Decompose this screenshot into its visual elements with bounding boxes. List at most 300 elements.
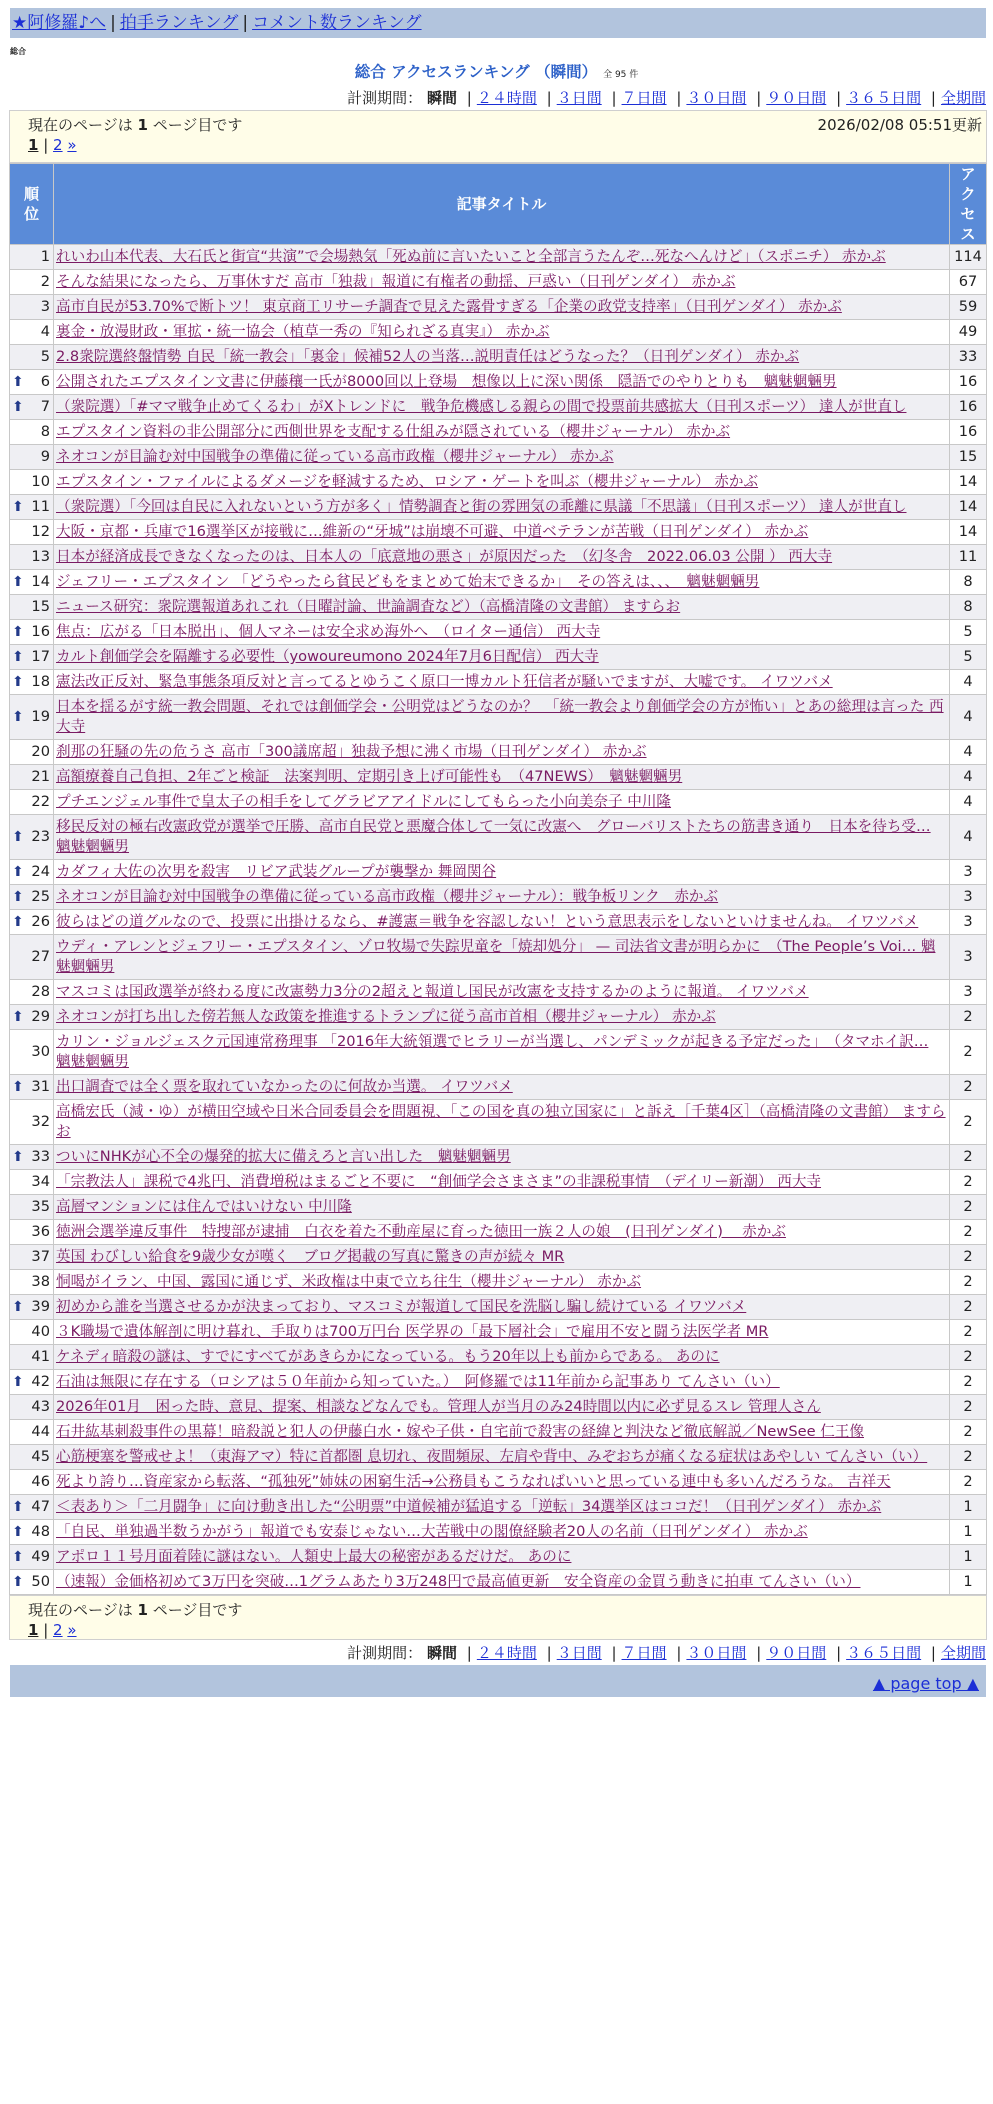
article-title-link[interactable]: ニュース研究：衆院選報道あれこれ（日曜討論、世論調査など）（高橋清隆の文書館） ますらお: [56, 598, 681, 615]
access-count: 8: [950, 595, 987, 620]
rank-up-arrow-icon: ⬆: [12, 1574, 24, 1590]
rank-up-arrow-icon: ⬆: [12, 1079, 24, 1095]
period-30d-link[interactable]: ３０日間: [686, 1644, 747, 1662]
table-row: [10, 420, 987, 445]
access-count: 2: [950, 1245, 987, 1270]
table-row: [10, 1420, 987, 1445]
rank-cell: [10, 1545, 54, 1570]
table-row: [10, 520, 987, 545]
title-cell: [54, 885, 950, 910]
table-row: [10, 935, 987, 980]
article-title-link[interactable]: 初めから誰を当選させるかが決まっており、マスコミが報道して国民を洗脳し騙し続けている イワツバメ: [56, 1298, 747, 1315]
article-title-link[interactable]: マスコミは国政選挙が終わる度に改憲勢力3分の2超えと報道し国民が改憲を支持するかのように報道。 イワツバメ: [56, 983, 809, 1000]
rank-cell: [10, 520, 54, 545]
pager-current: 1: [28, 1621, 39, 1639]
rank-cell: [10, 345, 54, 370]
access-count: 2: [950, 1320, 987, 1345]
access-count: 2: [950, 1395, 987, 1420]
article-title-link[interactable]: ネオコンが目論む対中国戦争の準備に従っている高市政権（櫻井ジャーナル） 赤かぶ: [56, 448, 614, 465]
rank-cell: [10, 1145, 54, 1170]
rank-number: 50: [31, 1573, 50, 1590]
rank-number: 16: [31, 623, 50, 640]
title-cell: [54, 445, 950, 470]
rank-number: 11: [31, 498, 50, 515]
rank-cell: [10, 620, 54, 645]
access-count: 2: [950, 1030, 987, 1075]
rank-up-arrow-icon: ⬆: [12, 1374, 24, 1390]
category-label: 総合: [10, 47, 26, 56]
pager-bottom: 1 | 2 »: [28, 1621, 77, 1639]
period-365d-link[interactable]: ３６５日間: [846, 1644, 922, 1662]
table-row: [10, 1195, 987, 1220]
article-title-link[interactable]: （衆院選）「#ママ戦争止めてくるわ」がXトレンドに 戦争危機感しる親らの間で投票前共感拡大（日刊スポーツ） 達人が世直し: [56, 398, 907, 415]
period-3d-link[interactable]: ３日間: [556, 1644, 602, 1662]
article-title-link[interactable]: 高層マンションには住んではいけない 中川隆: [56, 1198, 352, 1215]
page-info-suffix: ページ目です: [152, 116, 243, 134]
title-cell: [54, 1170, 950, 1195]
article-title-link[interactable]: 焦点：広がる「日本脱出」、個人マネーは安全求め海外へ （ロイター通信） 西大寺: [56, 623, 601, 640]
rank-cell: [10, 1030, 54, 1075]
rank-cell: [10, 495, 54, 520]
rank-number: 20: [31, 743, 50, 760]
table-row: [10, 1100, 987, 1145]
title-cell: [54, 1005, 950, 1030]
article-title-link[interactable]: 高橋宏氏（減・ゆ）が横田空域や日米合同委員会を問題視、「この国を真の独立国家に」と訴え［千葉4区］（高橋清隆の文書館） ますらお: [56, 1103, 946, 1140]
title-cell: [54, 1495, 950, 1520]
pager-next-link[interactable]: »: [67, 1621, 77, 1639]
title-cell: [54, 1195, 950, 1220]
period-24h-link[interactable]: ２４時間: [476, 89, 537, 107]
rank-up-arrow-icon: ⬆: [12, 864, 24, 880]
rank-up-arrow-icon: ⬆: [12, 499, 24, 515]
access-count: 1: [950, 1545, 987, 1570]
rank-number: 22: [31, 793, 50, 810]
table-row: [10, 1470, 987, 1495]
nav-separator: |: [110, 13, 116, 33]
table-row: [10, 1030, 987, 1075]
article-title-link[interactable]: 英国 わびしい給食を9歳少女が嘆く ブログ掲載の写真に驚きの声が続々 MR: [56, 1248, 565, 1265]
table-row: [10, 1395, 987, 1420]
article-title-link[interactable]: ネオコンが打ち出した傍若無人な政策を推進するトランプに従う高市首相（櫻井ジャーナル） 赤かぶ: [56, 1008, 716, 1025]
clap-ranking-link[interactable]: 拍手ランキング: [119, 13, 239, 33]
period-current: 瞬間: [426, 1644, 457, 1662]
table-row: [10, 670, 987, 695]
table-row: [10, 570, 987, 595]
rank-number: 46: [31, 1473, 50, 1490]
table-row: [10, 885, 987, 910]
rank-cell: [10, 595, 54, 620]
article-title-link[interactable]: 恫喝がイラン、中国、露国に通じず、米政権は中東で立ち往生（櫻井ジャーナル） 赤かぶ: [56, 1273, 642, 1290]
table-row: [10, 1370, 987, 1395]
article-title-link[interactable]: 大阪・京都・兵庫で16選挙区が接戦に…維新の“牙城”は崩壊不可避、中道ベテランが苦戦（日刊ゲンダイ） 赤かぶ: [56, 523, 809, 540]
rank-number: 38: [31, 1273, 50, 1290]
rank-cell: [10, 1520, 54, 1545]
rank-cell: [10, 860, 54, 885]
title-cell: [54, 1445, 950, 1470]
access-count: 3: [950, 980, 987, 1005]
pager-page-2-link[interactable]: 2: [53, 1621, 63, 1639]
table-row: [10, 765, 987, 790]
access-count: 16: [950, 395, 987, 420]
table-row: [10, 740, 987, 765]
rank-up-arrow-icon: ⬆: [12, 649, 24, 665]
article-title-link[interactable]: アポロ１１号月面着陸に謎はない。人類史上最大の秘密があるだけだ。 あのに: [56, 1548, 572, 1565]
access-count: 2: [950, 1005, 987, 1030]
rank-cell: [10, 1395, 54, 1420]
period-3d-link[interactable]: ３日間: [556, 89, 602, 107]
rank-number: 2: [40, 273, 50, 290]
period-90d-link[interactable]: ９０日間: [766, 89, 827, 107]
access-count: 4: [950, 790, 987, 815]
title-cell: [54, 620, 950, 645]
period-30d-link[interactable]: ３０日間: [686, 89, 747, 107]
rank-cell: [10, 1245, 54, 1270]
rank-number: 45: [31, 1448, 50, 1465]
table-row: [10, 1270, 987, 1295]
title-cell: [54, 345, 950, 370]
rank-cell: [10, 320, 54, 345]
rank-up-arrow-icon: ⬆: [12, 709, 24, 725]
article-title-link[interactable]: ウディ・アレンとジェフリー・エプスタイン、ゾロ牧場で失踪児童を「焼却処分」 — 司法省文書が明らかに （The People’s Voi… 魑魅魍魎男: [56, 938, 936, 975]
title-cell: [54, 270, 950, 295]
title-cell: [54, 520, 950, 545]
page-top-link[interactable]: ▲ page top ▲: [872, 1674, 979, 1693]
article-title-link[interactable]: そんな結果になったら、万事休すだ 高市「独裁」報道に有権者の動揺、戸惑い（日刊ゲンダイ） 赤かぶ: [56, 273, 736, 290]
rank-cell: [10, 1220, 54, 1245]
rank-cell: [10, 1470, 54, 1495]
title-cell: [54, 1395, 950, 1420]
access-count: 15: [950, 445, 987, 470]
title-cell: [54, 1245, 950, 1270]
access-count: 3: [950, 885, 987, 910]
title-cell: [54, 670, 950, 695]
article-title-link[interactable]: ネオコンが目論む対中国戦争の準備に従っている高市政権（櫻井ジャーナル）：戦争板リンク 赤かぶ: [56, 888, 719, 905]
rank-cell: [10, 645, 54, 670]
rank-number: 3: [40, 298, 50, 315]
rank-number: 12: [31, 523, 50, 540]
access-count: 2: [950, 1420, 987, 1445]
article-title-link[interactable]: カリン・ジョルジェスク元国連常務理事 「2016年大統領選でヒラリーが当選し、パンデミックが起きる予定だった」 （タマホイ訳… 魑魅魍魎男: [56, 1033, 929, 1070]
header-title: 記事タイトル: [54, 164, 950, 245]
rank-cell: [10, 885, 54, 910]
page-info-prefix: 現在のページは: [28, 116, 133, 134]
table-row: [10, 1245, 987, 1270]
period-all-link[interactable]: 全期間: [940, 1644, 986, 1662]
title-cell: [54, 1520, 950, 1545]
period-label: 計測期間：: [347, 89, 423, 107]
page-info-prefix: 現在のページは: [28, 1601, 133, 1619]
ranking-table-body: [10, 245, 987, 1595]
article-title-link[interactable]: ケネディ暗殺の謎は、すでにすべてがあきらかになっている。もう20年以上も前からである。 あのに: [56, 1348, 720, 1365]
rank-up-arrow-icon: ⬆: [12, 1549, 24, 1565]
title-cell: [54, 695, 950, 740]
title-cell: [54, 1320, 950, 1345]
access-count: 2: [950, 1145, 987, 1170]
title-cell: [54, 595, 950, 620]
rank-cell: [10, 815, 54, 860]
table-row: [10, 980, 987, 1005]
table-row: [10, 620, 987, 645]
rank-number: 14: [31, 573, 50, 590]
rank-number: 43: [31, 1398, 50, 1415]
rank-up-arrow-icon: ⬆: [12, 574, 24, 590]
access-count: 14: [950, 520, 987, 545]
title-cell: [54, 1570, 950, 1595]
article-title-link[interactable]: ジェフリー・エプスタイン 「どうやったら貧民どもをまとめて始末できるか」 その答えは、、、 魑魅魍魎男: [56, 573, 760, 590]
article-title-link[interactable]: ３K職場で遺体解剖に明け暮れ、手取りは700万円台 医学界の「最下層社会」で雇用不安と闘う法医学者 MR: [56, 1323, 769, 1340]
article-title-link[interactable]: 「宗教法人」課税で4兆円、消費増税はまるごと不要に “創価学会さまさま”の非課税事情 （デイリー新潮） 西大寺: [56, 1173, 822, 1190]
access-count: 4: [950, 740, 987, 765]
title-cell: [54, 815, 950, 860]
access-count: 2: [950, 1100, 987, 1145]
title-cell: [54, 1100, 950, 1145]
access-count: 67: [950, 270, 987, 295]
page-info: [28, 1599, 242, 1620]
page-title-text: 総合 アクセスランキング （瞬間）: [354, 63, 598, 81]
article-title-link[interactable]: 刹那の狂騒の先の危うさ 高市「300議席超」独裁予想に沸く市場（日刊ゲンダイ） 赤かぶ: [56, 743, 647, 760]
title-cell: [54, 1420, 950, 1445]
rank-number: 27: [31, 948, 50, 965]
rank-number: 39: [31, 1298, 50, 1315]
access-count: 2: [950, 1075, 987, 1100]
pager-page-2-link[interactable]: 2: [53, 136, 63, 154]
period-7d-link[interactable]: ７日間: [621, 1644, 667, 1662]
table-row: [10, 1295, 987, 1320]
article-title-link[interactable]: （衆院選）「今回は自民に入れないという方が多く」情勢調査と街の雰囲気の乖離に県議「不思議」（日刊スポーツ） 達人が世直し: [56, 498, 907, 515]
access-count: 2: [950, 1220, 987, 1245]
updated-timestamp: 2026/02/08 05:51更新: [817, 116, 982, 134]
comment-ranking-link[interactable]: コメント数ランキング: [252, 13, 422, 33]
rank-cell: [10, 1195, 54, 1220]
title-cell: [54, 395, 950, 420]
page-info-suffix: ページ目です: [152, 1601, 243, 1619]
access-count: 2: [950, 1370, 987, 1395]
title-cell: [54, 1295, 950, 1320]
header-rank: 順位: [10, 164, 54, 245]
access-count: 1: [950, 1495, 987, 1520]
pager-current: 1: [28, 136, 39, 154]
rank-number: 34: [31, 1173, 50, 1190]
table-row: [10, 1220, 987, 1245]
rank-number: 40: [31, 1323, 50, 1340]
table-row: [10, 1520, 987, 1545]
rank-cell: [10, 445, 54, 470]
title-cell: [54, 370, 950, 395]
article-title-link[interactable]: 高市自民が53.70%で断トツ！ 東京商工リサーチ調査で見えた露骨すぎる「企業の政党支持率」（日刊ゲンダイ） 赤かぶ: [56, 298, 842, 315]
rank-cell: [10, 1495, 54, 1520]
rank-number: 26: [31, 913, 50, 930]
rank-number: 44: [31, 1423, 50, 1440]
access-count: 4: [950, 815, 987, 860]
rank-up-arrow-icon: ⬆: [12, 1299, 24, 1315]
table-row: [10, 695, 987, 740]
rank-number: 10: [31, 473, 50, 490]
article-title-link[interactable]: れいわ山本代表、大石氏と街宣“共演”で会場熱気「死ぬ前に言いたいこと全部言うたんぞ…死なへんけど」（スポニチ） 赤かぶ: [56, 248, 886, 265]
article-title-link[interactable]: 憲法改正反対、緊急事態条項反対と言ってるとゆうこく原口一博カルト狂信者が騒いでますが、大嘘です。 イワツバメ: [56, 673, 833, 690]
article-title-link[interactable]: 裏金・放漫財政・軍拡・統一協会（植草一秀の『知られざる真実』） 赤かぶ: [56, 323, 550, 340]
table-row: [10, 1145, 987, 1170]
period-selector-bottom: 計測期間： 瞬間 | ２４時間 | ３日間 | ７日間 | ３０日間 | ９０日間 | ３６５日間 | 全期間: [347, 1644, 986, 1662]
rank-number: 47: [31, 1498, 50, 1515]
article-title-link[interactable]: ＜表あり＞「二月闘争」に向け動き出した“公明票”中道候補が猛追する「逆転」34選挙区はココだ！（日刊ゲンダイ） 赤かぶ: [56, 1498, 882, 1515]
table-row: [10, 320, 987, 345]
title-cell: [54, 1145, 950, 1170]
rank-number: 31: [31, 1078, 50, 1095]
access-count: 14: [950, 470, 987, 495]
rank-cell: [10, 1295, 54, 1320]
table-row: [10, 595, 987, 620]
rank-number: 21: [31, 768, 50, 785]
rank-up-arrow-icon: ⬆: [12, 1524, 24, 1540]
rank-number: 35: [31, 1198, 50, 1215]
table-row: [10, 1170, 987, 1195]
rank-up-arrow-icon: ⬆: [12, 829, 24, 845]
article-title-link[interactable]: 死より誇り…資産家から転落、“孤独死”姉妹の困窮生活→公務員もこうなればいいと思っている連中も多いんだろうな。 吉祥天: [56, 1473, 891, 1490]
rank-cell: [10, 295, 54, 320]
rank-number: 29: [31, 1008, 50, 1025]
access-count: 8: [950, 570, 987, 595]
article-title-link[interactable]: エプスタイン・ファイルによるダメージを軽減するため、ロシア・ゲートを叫ぶ（櫻井ジャーナル） 赤かぶ: [56, 473, 759, 490]
title-cell: [54, 245, 950, 270]
title-cell: [54, 495, 950, 520]
article-title-link[interactable]: 公開されたエプスタイン文書に伊藤穰一氏が8000回以上登場 想像以上に深い関係 隠語でのやりとりも 魑魅魍魎男: [56, 373, 837, 390]
table-row: [10, 1005, 987, 1030]
access-count: 2: [950, 1270, 987, 1295]
table-row: [10, 1345, 987, 1370]
period-all-link[interactable]: 全期間: [940, 89, 986, 107]
table-row: [10, 1320, 987, 1345]
article-title-link[interactable]: 彼らはどの道グルなので、投票に出掛けるなら、#護憲＝戦争を容認しない！という意思表示をしないといけませんね。 イワツバメ: [56, 913, 919, 930]
access-count: 3: [950, 860, 987, 885]
title-cell: [54, 1220, 950, 1245]
article-title-link[interactable]: 出口調査では全く票を取れていなかったのに何故か当選。 イワツバメ: [56, 1078, 513, 1095]
rank-cell: [10, 1005, 54, 1030]
title-cell: [54, 1075, 950, 1100]
page-info-number: 1: [137, 116, 148, 134]
title-cell: [54, 790, 950, 815]
access-count: 4: [950, 695, 987, 740]
rank-number: 17: [31, 648, 50, 665]
article-title-link[interactable]: 徳洲会選挙違反事件 特捜部が逮捕 白衣を着た不動産屋に育った徳田一族２人の娘 (日刊ゲンダイ) 赤かぶ: [56, 1223, 786, 1240]
rank-number: 5: [40, 348, 50, 365]
title-cell: [54, 320, 950, 345]
rank-number: 19: [31, 708, 50, 725]
article-title-link[interactable]: （速報）金価格初めて3万円を突破…1グラムあたり3万248円で最高値更新 安全資産の金買う動きに拍車 てんさい（い）: [56, 1573, 861, 1590]
rank-up-arrow-icon: ⬆: [12, 399, 24, 415]
title-cell: [54, 1345, 950, 1370]
rank-cell: [10, 1075, 54, 1100]
article-title-link[interactable]: 石井紘基刺殺事件の黒幕！暗殺説と犯人の伊藤白水・嫁や子供・自宅前で殺害の経緯と判決など徹底解説／NewSee 仁王像: [56, 1423, 864, 1440]
article-title-link[interactable]: 石油は無限に存在する（ロシアは５０年前から知っていた。） 阿修羅では11年前から記事あり てんさい（い）: [56, 1373, 780, 1390]
article-title-link[interactable]: 日本が経済成長できなくなったのは、日本人の「底意地の悪さ」が原因だった （幻冬舎 2022.06.03 公開 ） 西大寺: [56, 548, 833, 565]
article-title-link[interactable]: 2026年01月 困った時、意見、提案、相談などなんでも。管理人が当月のみ24時間以内に必ず見るスレ 管理人さん: [56, 1398, 821, 1415]
rank-number: 4: [40, 323, 50, 340]
rank-number: 33: [31, 1148, 50, 1165]
title-cell: [54, 420, 950, 445]
rank-up-arrow-icon: ⬆: [12, 374, 24, 390]
rank-cell: [10, 1170, 54, 1195]
rank-number: 6: [40, 373, 50, 390]
article-title-link[interactable]: ついにNHKが心不全の爆発的拡大に備えろと言い出した 魑魅魍魎男: [56, 1148, 511, 1165]
rank-cell: [10, 370, 54, 395]
home-link[interactable]: ★阿修羅♪へ: [12, 13, 107, 33]
rank-cell: [10, 470, 54, 495]
rank-number: 28: [31, 983, 50, 1000]
article-title-link[interactable]: 心筋梗塞を警戒せよ！（東海アマ）特に首都圏 息切れ、夜間頻尿、左肩や背中、みぞおちが痛くなる症状はあやしい てんさい（い）: [56, 1448, 928, 1465]
title-cell: [54, 935, 950, 980]
pager-next-link[interactable]: »: [67, 136, 77, 154]
title-cell: [54, 1270, 950, 1295]
article-title-link[interactable]: 高額療養自己負担、2年ごと検証 法案判明、定期引き上げ可能性も （47NEWS） 魑魅魍魎男: [56, 768, 683, 785]
title-cell: [54, 570, 950, 595]
access-count: 1: [950, 1520, 987, 1545]
rank-cell: [10, 1370, 54, 1395]
rank-up-arrow-icon: ⬆: [12, 914, 24, 930]
rank-cell: [10, 765, 54, 790]
access-count: 16: [950, 370, 987, 395]
article-title-link[interactable]: エプスタイン資料の非公開部分に西側世界を支配する仕組みが隠されている（櫻井ジャーナル） 赤かぶ: [56, 423, 731, 440]
rank-cell: [10, 570, 54, 595]
rank-cell: [10, 395, 54, 420]
rank-number: 25: [31, 888, 50, 905]
rank-number: 32: [31, 1113, 50, 1130]
rank-number: 8: [40, 423, 50, 440]
rank-cell: [10, 1445, 54, 1470]
rank-number: 13: [31, 548, 50, 565]
period-90d-link[interactable]: ９０日間: [766, 1644, 827, 1662]
table-row: [10, 1445, 987, 1470]
rank-number: 9: [40, 448, 50, 465]
table-row: [10, 790, 987, 815]
rank-number: 36: [31, 1223, 50, 1240]
table-row: [10, 1075, 987, 1100]
access-count: 5: [950, 620, 987, 645]
period-365d-link[interactable]: ３６５日間: [846, 89, 922, 107]
period-24h-link[interactable]: ２４時間: [476, 1644, 537, 1662]
access-count: 49: [950, 320, 987, 345]
article-title-link[interactable]: カルト創価学会を隔離する必要性（yowoureumono 2024年7月6日配信） 西大寺: [56, 648, 599, 665]
rank-number: 7: [40, 398, 50, 415]
page-title: [0, 60, 993, 82]
title-cell: [54, 860, 950, 885]
period-7d-link[interactable]: ７日間: [621, 89, 667, 107]
title-cell: [54, 740, 950, 765]
rank-number: 41: [31, 1348, 50, 1365]
rank-cell: [10, 790, 54, 815]
page-info: [28, 114, 242, 135]
rank-number: 18: [31, 673, 50, 690]
rank-cell: [10, 1320, 54, 1345]
table-header-row: [10, 164, 987, 245]
table-row: [10, 1495, 987, 1520]
article-title-link[interactable]: 2.8衆院選終盤情勢 自民「統一教会」「裏金」候補52人の当落…説明責任はどうなった？（日刊ゲンダイ） 赤かぶ: [56, 348, 800, 365]
access-count: 1: [950, 1570, 987, 1595]
article-title-link[interactable]: 移民反対の極右改憲政党が選挙で圧勝、高市自民党と悪魔合体して一気に改憲へ グローバリストたちの筋書き通り 日本を待ち受… 魑魅魍魎男: [56, 818, 931, 855]
access-count: 2: [950, 1170, 987, 1195]
article-title-link[interactable]: 「自民、単独過半数うかがう」報道でも安泰じゃない…大苦戦中の閣僚経験者20人の名前（日刊ゲンダイ） 赤かぶ: [56, 1523, 808, 1540]
rank-number: 23: [31, 828, 50, 845]
table-row: [10, 1545, 987, 1570]
rank-cell: [10, 1570, 54, 1595]
top-nav-bar: [10, 8, 986, 38]
rank-cell: [10, 740, 54, 765]
period-selector-top: 計測期間： 瞬間 | ２４時間 | ３日間 | ７日間 | ３０日間 | ９０日間 | ３６５日間 | 全期間: [347, 89, 986, 107]
article-title-link[interactable]: 日本を揺るがす統一教会問題、それでは創価学会・公明党はどうなのか？ 「統一教会より創価学会の方が怖い」とあの総理は言った 西大寺: [56, 698, 944, 735]
period-current: 瞬間: [426, 89, 457, 107]
table-row: [10, 295, 987, 320]
article-title-link[interactable]: カダフィ大佐の次男を殺害 リビア武装グループが襲撃か 舞岡関谷: [56, 863, 497, 880]
article-title-link[interactable]: プチエンジェル事件で皇太子の相手をしてグラビアアイドルにしてもらった小向美奈子 中川隆: [56, 793, 672, 810]
